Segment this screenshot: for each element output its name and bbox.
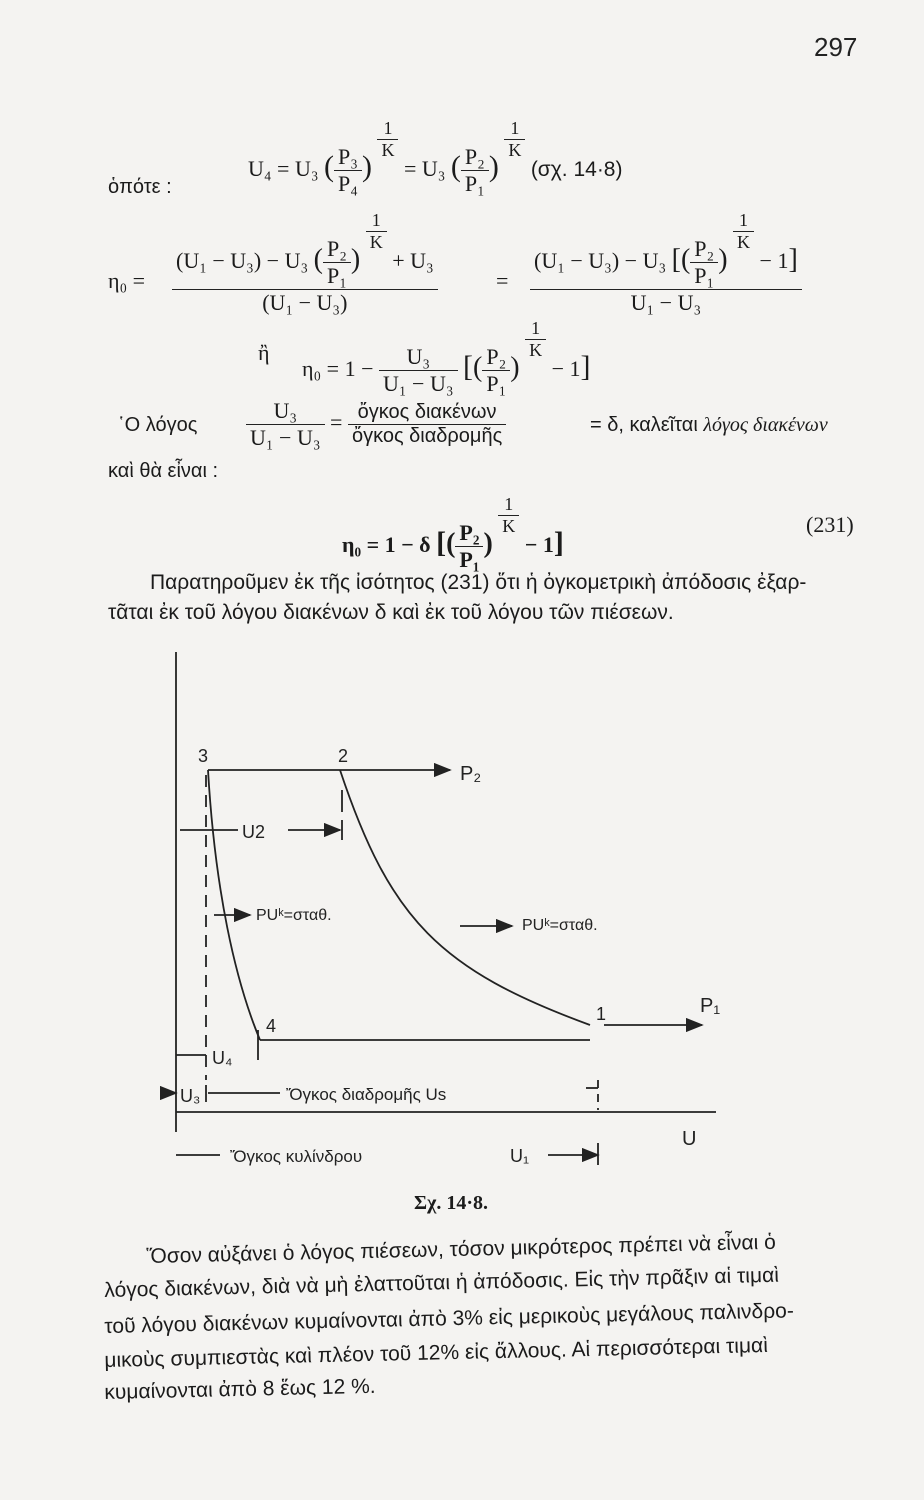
equation-2-right <box>530 210 802 316</box>
u4-label: U₄ <box>212 1048 233 1068</box>
eq3-num: U₃ <box>406 344 431 370</box>
eq2-left-num-b: + U₃ <box>392 248 434 273</box>
ratio-word-num: ὄγκος διακένων <box>357 401 497 423</box>
point-4-label: 4 <box>266 1016 277 1036</box>
exp-den: K <box>366 231 387 253</box>
ratio-result-text: = δ, καλεῖται <box>590 414 698 436</box>
point-2-label: 2 <box>338 746 349 766</box>
eq4-lhs: η₀ = 1 − δ <box>342 532 431 557</box>
eq2-right-num-a: (U₁ − U₃) − U₃ <box>534 248 667 273</box>
p2: P₂ <box>694 236 715 262</box>
eq2-left-num-a: (U₁ − U₃) − U₃ <box>176 248 309 273</box>
eq1-frac-b <box>461 144 489 197</box>
or-word: ἢ <box>258 340 270 365</box>
eq1-p3: P₃ <box>338 144 358 170</box>
eq2-right-frac <box>530 210 802 316</box>
equation-2-left <box>172 210 438 316</box>
equation-231: η₀ = 1 − δ [( $\frac{\text{P₂}}{\text{P₁}}$ ) $\frac{1}{K}$ − 1] <box>342 494 564 573</box>
eq1-frac-a <box>334 144 362 197</box>
eta-lhs: η₀ = <box>108 268 146 293</box>
paragraph-2-line-5: κυμαίνονται ἀπὸ 8 ἕως 12 %. <box>104 1374 376 1404</box>
ratio-den: U₁ − U₃ <box>246 424 325 451</box>
paragraph-2-line-4: μικοὺς συμπιεστὰς καὶ πλέον τοῦ 12% εἰς ἄλλους. Αἱ περισσότεραι τιμαὶ <box>104 1333 769 1372</box>
eq2-left-frac <box>172 210 438 316</box>
curve-label-left: PUᵏ=σταθ. <box>256 907 332 924</box>
ratio-word-frac <box>348 401 506 448</box>
eq3-frac <box>379 344 458 397</box>
eq2-right-num: (U₁ − U₃) − U₃ [( $\frac{\text{P₂}}{\text{P₁}}$ ) $\frac{1}{K}$ − 1] <box>534 210 798 289</box>
paragraph-1-line-2: τᾶται ἐκ τοῦ λόγου διακένων δ καὶ ἐκ τοῦ λόγου τῶν πιέσεων. <box>108 601 674 624</box>
u1-label: U₁ <box>510 1146 530 1166</box>
kai-label: καὶ θὰ εἶναι : <box>108 460 219 482</box>
pv-diagram <box>0 640 924 1170</box>
equation-3: η₀ = 1 − $\frac{\text{U₃}}{\text{U₁ − U₃}}$ [( $\frac{\text{P₂}}{\text{P₁}}$ ) $\frac{1}{K}$ − 1] <box>302 318 591 397</box>
p1-label: P₁ <box>700 995 721 1017</box>
paragraph-2-line-3: τοῦ λόγου διακένων κυμαίνονται ἀπὸ 3% εἰς μερικοὺς μεγάλους παλινδρο- <box>104 1299 795 1338</box>
eq2-equals: = <box>496 268 509 293</box>
opote-label: ὁπότε : <box>108 176 172 198</box>
exp-num: 1 <box>383 118 393 138</box>
ratio-fraction <box>246 398 506 451</box>
ratio-frac <box>246 398 325 451</box>
eq1-p1: P₁ <box>461 170 489 197</box>
equation-1: U₄ = U₃ ( $\frac{\text{P₃}}{\text{P₄}}$ ) $\frac{1}{K}$ = U₃ ( $\frac{\text{P₂}}{\text{P₁}}$ ) $\frac{1}{K}$ (σχ. 14·8) <box>248 118 623 197</box>
eq2-right-tail: − 1 <box>759 248 789 273</box>
point-3-label: 3 <box>198 746 209 766</box>
eq3-lhs: η₀ = 1 − <box>302 356 374 381</box>
curve-label-right: PUᵏ=σταθ. <box>522 917 598 934</box>
u-axis-label: U <box>682 1128 697 1150</box>
eq2-left-exp <box>366 210 387 253</box>
eq3-tail: − 1 <box>551 356 581 381</box>
eq1-exp-b <box>504 118 525 161</box>
exp-num: 1 <box>739 210 749 230</box>
paragraph-2-line-2: λόγος διακένων, διὰ νὰ μὴ ἐλαττοῦται ἡ ἀπόδοσις. Εἰς τὴν πρᾶξιν αἱ τιμαὶ <box>104 1263 780 1302</box>
eq2-left-den: (U₁ − U₃) <box>172 289 438 316</box>
p2: P₂ <box>486 344 507 370</box>
ratio-word-den: ὄγκος διαδρομῆς <box>348 424 506 448</box>
eq1-p2: P₂ <box>464 144 485 170</box>
p1: P₁ <box>323 262 351 289</box>
expansion-curve <box>208 770 260 1040</box>
eq1-exp-a <box>377 118 398 161</box>
exp-num: 1 <box>531 318 541 338</box>
cylinder-volume-label: Ὄγκος κυλίνδρου <box>230 1147 363 1166</box>
p1: P₁ <box>482 370 510 397</box>
eq2-right-den: U₁ − U₃ <box>530 289 802 316</box>
eq1-mid: = U₃ <box>403 156 446 181</box>
eq4-tail: − 1 <box>524 532 554 557</box>
eq1-lhs: U₄ = U₃ <box>248 156 319 181</box>
ratio-name: λόγος διακένων <box>703 414 828 436</box>
exp-den: K <box>525 339 546 361</box>
eq1-p4: P₄ <box>334 170 362 197</box>
exp-num: 1 <box>371 210 381 230</box>
exp-den: K <box>733 231 754 253</box>
exp-num: 1 <box>504 494 514 514</box>
p2: P₂ <box>326 236 347 262</box>
eq4-exp <box>498 494 519 537</box>
figure-reference: (σχ. 14·8) <box>530 158 623 181</box>
eq3-den: U₁ − U₃ <box>379 370 458 397</box>
eq3-exp <box>525 318 546 361</box>
exp-den: K <box>377 139 398 161</box>
exp-den: K <box>498 515 519 537</box>
ratio-intro: ῾Ο λόγος <box>118 414 198 436</box>
equation-number: (231) <box>806 512 854 537</box>
compression-curve <box>340 770 590 1025</box>
p1: P₁ <box>455 546 483 573</box>
paragraph-2-line-1: Ὅσον αὐξάνει ὁ λόγος πιέσεων, τόσον μικρότερος πρέπει νὰ εἶναι ὁ <box>146 1230 777 1268</box>
ratio-num: U₃ <box>273 398 298 423</box>
eq2-right-exp <box>733 210 754 253</box>
stroke-volume-label: Ὄγκος διαδρομῆς Us <box>286 1085 447 1104</box>
exp-num: 1 <box>510 118 520 138</box>
paragraph-1-line-1: Παρατηροῦμεν ἐκ τῆς ἰσότητος (231) ὅτι ἡ ὀγκομετρικὴ ἀπόδοσις ἐξαρ- <box>150 571 807 594</box>
p2: P₂ <box>459 520 480 546</box>
p1: P₁ <box>690 262 718 289</box>
eq2-left-num: (U₁ − U₃) − U₃ ( $\frac{\text{P₂}}{\text{P₁}}$ ) $\frac{1}{K}$ + U₃ <box>176 210 434 289</box>
figure-caption: Σχ. 14·8. <box>414 1192 488 1214</box>
ratio-equals: = <box>330 409 343 435</box>
eq2-right-pfrac <box>690 236 718 289</box>
exp-den: K <box>504 139 525 161</box>
eq3-pfrac <box>482 344 510 397</box>
point-1-label: 1 <box>596 1004 607 1024</box>
ratio-result <box>590 414 828 437</box>
eq2-left-pfrac <box>323 236 351 289</box>
u2-label: U2 <box>242 822 266 842</box>
u3-label: U₃ <box>180 1086 201 1106</box>
page-number: 297 <box>814 32 858 62</box>
p2-label: P₂ <box>460 763 482 785</box>
